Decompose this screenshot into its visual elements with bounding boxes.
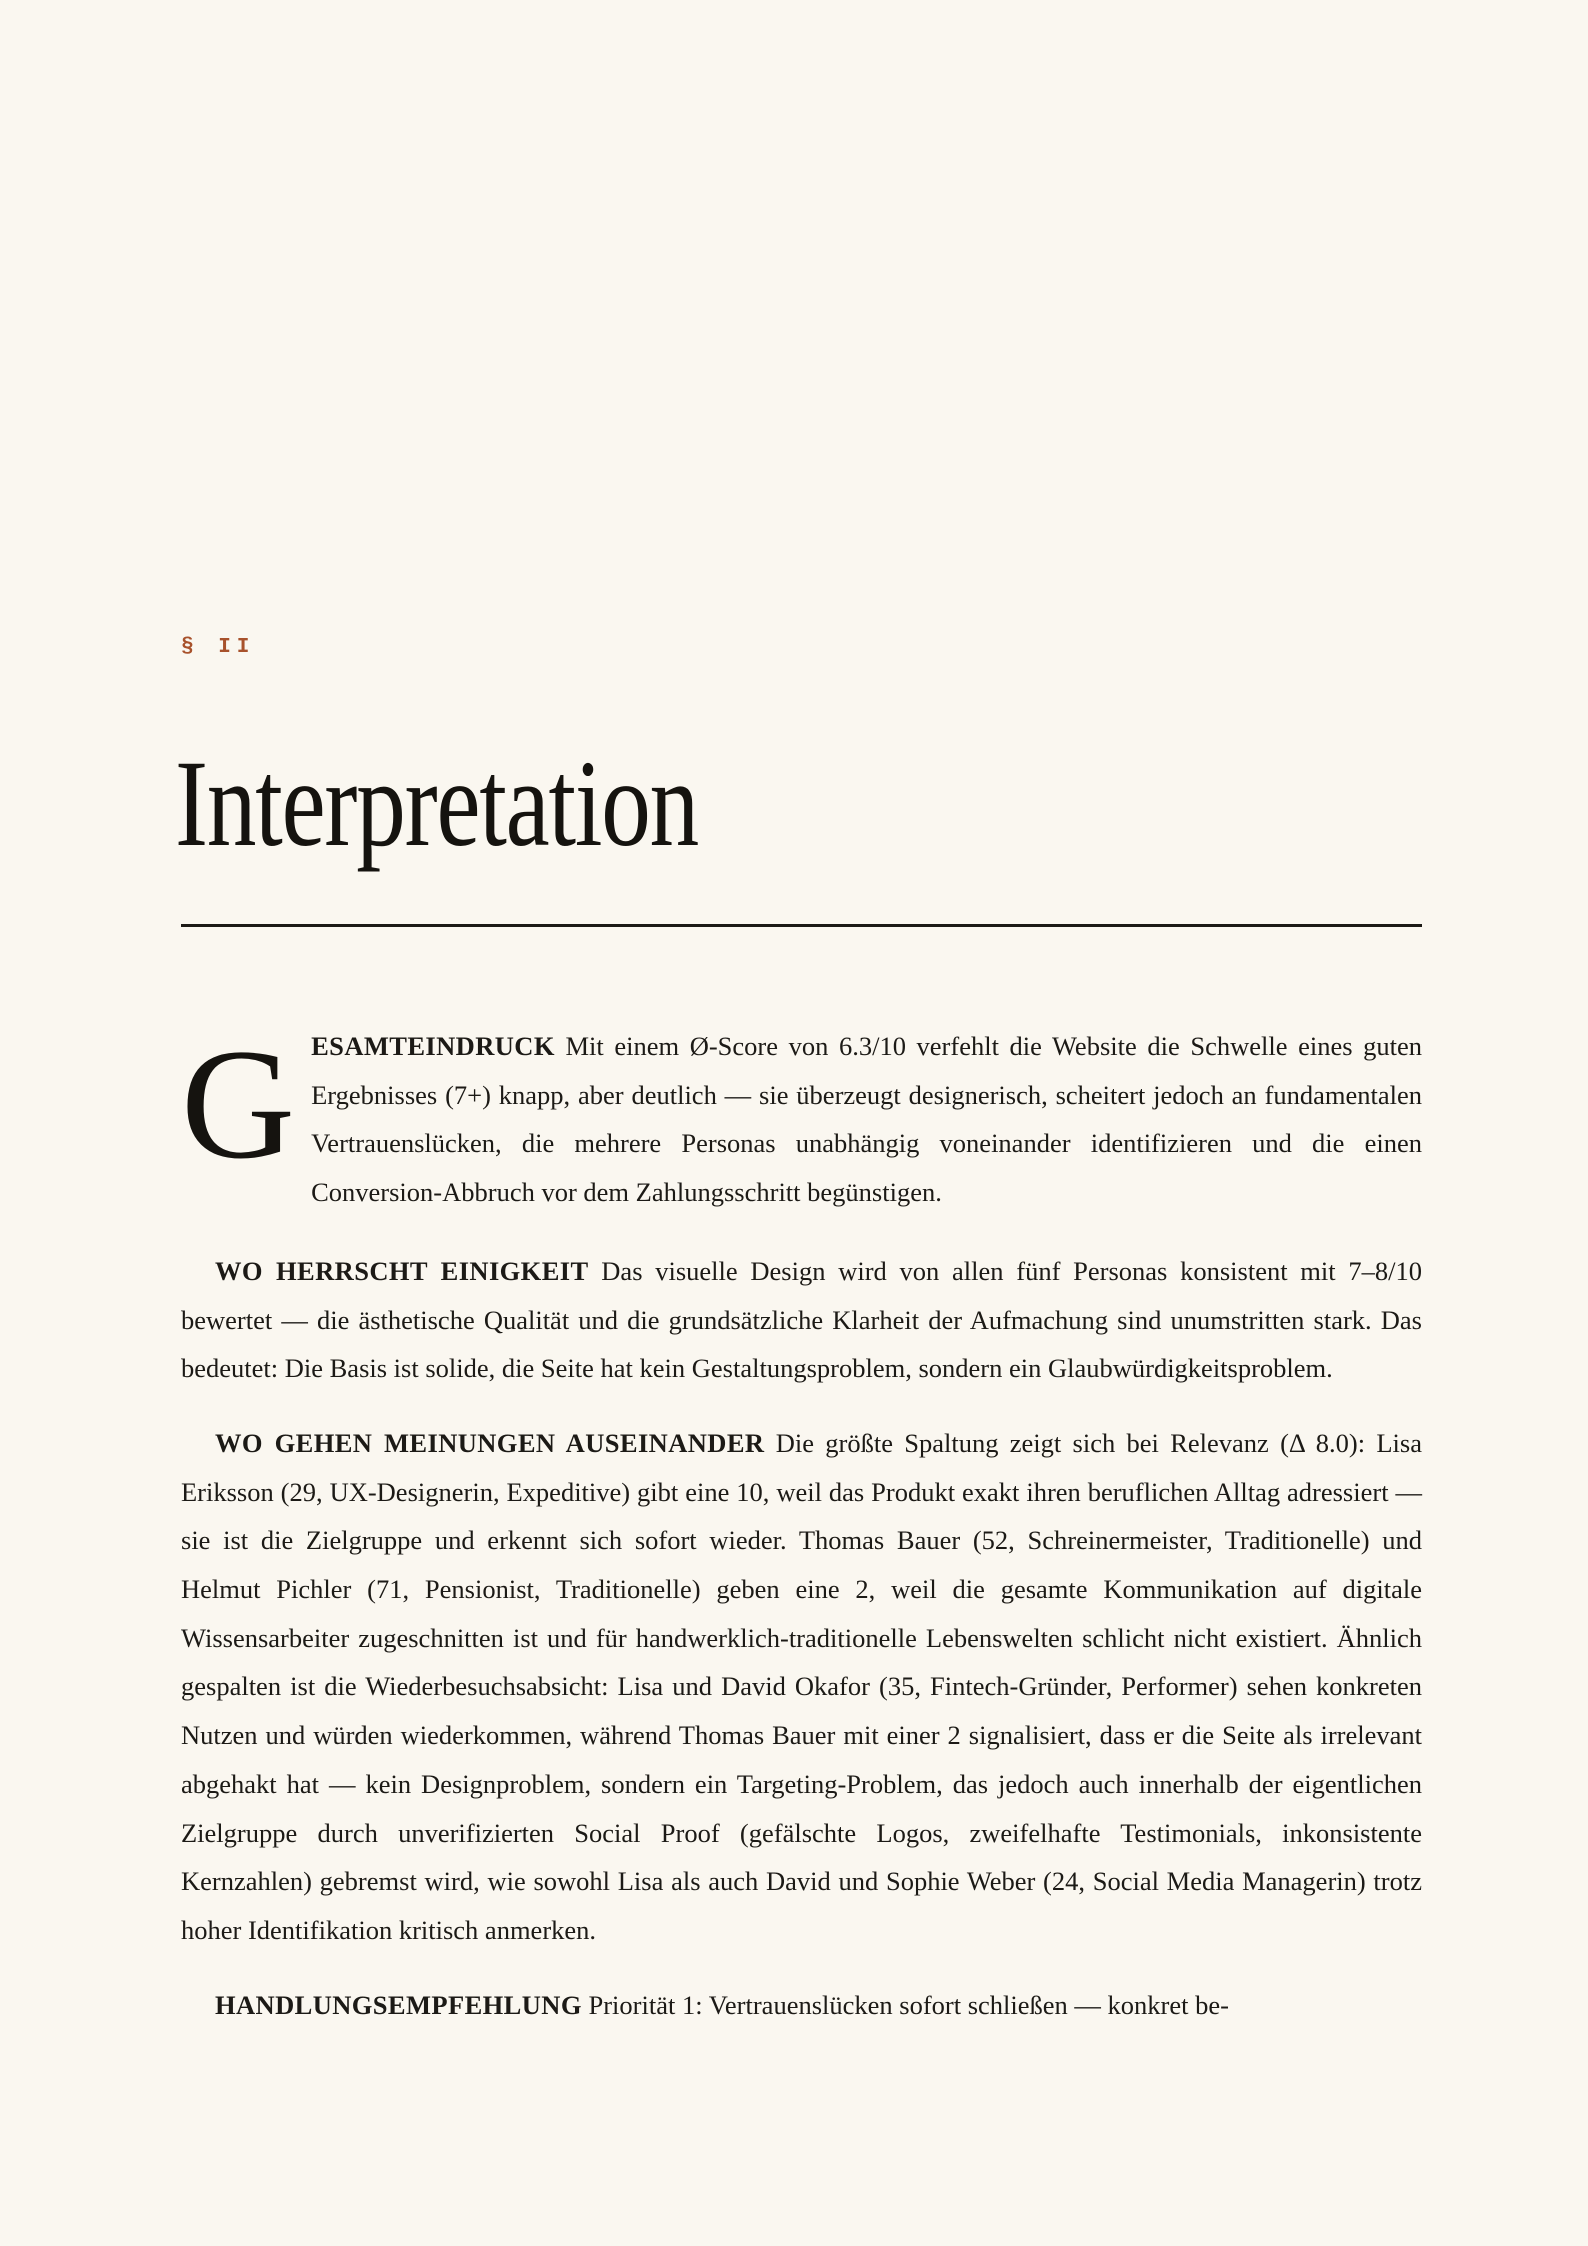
paragraph-leadin: ESAMTEINDRUCK: [311, 1031, 555, 1061]
drop-cap: G: [181, 1017, 296, 1192]
paragraph-text: Die größte Spaltung zeigt sich bei Relevanz (Δ 8.0): Lisa Eriksson (29, UX-Designerin, Expeditive) gibt eine 10, weil das Produkt exakt ihren beruflichen Alltag adressiert — sie ist die Zielgruppe und erkennt sich sofort wieder. Thomas Bauer (52, Schreinermeister, Traditionelle) und Helmut Pichler (71, Pensionist, Traditionelle) geben eine 2, weil die gesamte Kommunikation auf digitale Wissensarbeiter zugeschnitten ist und für handwerklich-traditionelle Lebenswelten schlicht nicht existiert. Ähnlich gespalten ist die Wiederbesuchsabsicht: Lisa und David Okafor (35, Fintech-Gründer, Performer) sehen konkreten Nutzen und würden wiederkommen, während Thomas Bauer mit einer 2 signalisiert, dass er die Seite als irrelevant abgehakt hat — kein Designproblem, sondern ein Targeting-Problem, das jedoch auch innerhalb der eigentlichen Zielgruppe durch unverifizierten Social Proof (gefälschte Logos, zweifelhafte Testimonials, inkonsistente Kernzahlen) gebremst wird, wie sowohl Lisa als auch David und Sophie Weber (24, Social Media Managerin) trotz hoher Identifikation kritisch anmerken.: [181, 1427, 1422, 1945]
paragraph-text: Das visuelle Design wird von allen fünf Personas konsistent mit 7–8/10 bewertet — die ästhetische Qualität und die grundsätzliche Klarheit der Aufmachung sind unumstritten stark. Das bedeutet: Die Basis ist solide, die Seite hat kein Gestaltungsproblem, sondern ein Glaubwürdigkeitsproblem.: [181, 1255, 1422, 1384]
body-content: [181, 1017, 1422, 2029]
page-title: Interpretation: [175, 735, 699, 873]
title-divider-rule: [181, 924, 1422, 927]
paragraph-auseinander: [181, 1419, 1422, 1955]
paragraph-leadin: WO GEHEN MEINUNGEN AUSEINANDER: [215, 1427, 765, 1458]
paragraph-text: Mit einem Ø-Score von 6.3/10 verfehlt die Website die Schwelle eines guten Ergebnisses (7+) knapp, aber deutlich — sie überzeugt designerisch, scheitert jedoch an fundamentalen Vertrauenslücken, die mehrere Personas unabhängig voneinander identifizieren und die einen Conversion-Abbruch vor dem Zahlungsschritt begünstigen.: [311, 1031, 1422, 1208]
section-eyebrow: § II: [181, 636, 256, 659]
paragraph-handlungsempfehlung: [181, 1981, 1422, 2030]
paragraph-gesamteindruck: [181, 1017, 1422, 1217]
document-page: [175, 0, 1422, 2246]
paragraph-einigkeit: [181, 1247, 1422, 1393]
paragraph-leadin: WO HERRSCHT EINIGKEIT: [215, 1255, 589, 1286]
paragraph-leadin: HANDLUNGSEMPFEHLUNG: [215, 1989, 582, 2020]
paragraph-text: Priorität 1: Vertrauenslücken sofort schließen — konkret be-: [581, 1989, 1229, 2020]
